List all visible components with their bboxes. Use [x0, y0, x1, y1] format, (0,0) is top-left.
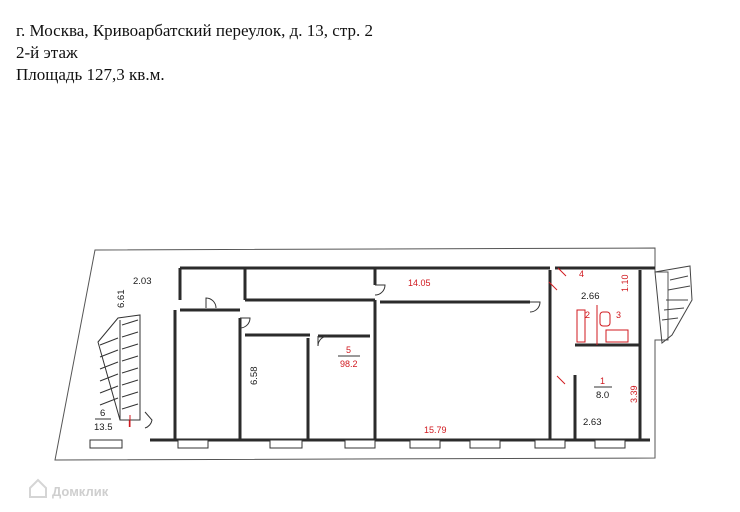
room-2-number: 2 [585, 310, 591, 320]
exterior-stair [655, 266, 692, 343]
domclick-watermark [30, 480, 109, 499]
room-6-mark: I [128, 419, 131, 429]
walls [150, 268, 655, 440]
partition-length-label: 6.58 [249, 366, 260, 385]
room-1-area: 8.0 [596, 390, 610, 401]
address-line: г. Москва, Кривоарбатский переулок, д. 13, стр. 2 [16, 21, 373, 40]
corridor-length-label: 14.05 [408, 278, 431, 288]
room-1-width: 2.63 [583, 417, 602, 428]
domclick-logo-icon [30, 480, 46, 497]
left-staircase [98, 315, 140, 420]
watermark-text: Домклик [52, 484, 109, 499]
stair-width-label: 2.03 [133, 276, 152, 287]
room-5-area: 98.2 [340, 359, 358, 369]
room-3-number: 3 [616, 310, 622, 320]
room-6-area: 13.5 [94, 422, 113, 433]
room-4-width: 2.66 [581, 291, 600, 302]
room-4-number: 4 [579, 269, 585, 279]
floor-line: 2-й этаж [16, 43, 78, 62]
room-1-number: 1 [600, 376, 606, 386]
room-4-height: 1.10 [620, 274, 630, 292]
room-6-number: 6 [100, 408, 106, 419]
room-1-height: 3.39 [629, 385, 639, 403]
room-5-length: 15.79 [424, 425, 447, 435]
area-line: Площадь 127,3 кв.м. [16, 65, 165, 84]
stair-length-label: 6.61 [116, 289, 127, 308]
room-5-number: 5 [346, 345, 352, 355]
